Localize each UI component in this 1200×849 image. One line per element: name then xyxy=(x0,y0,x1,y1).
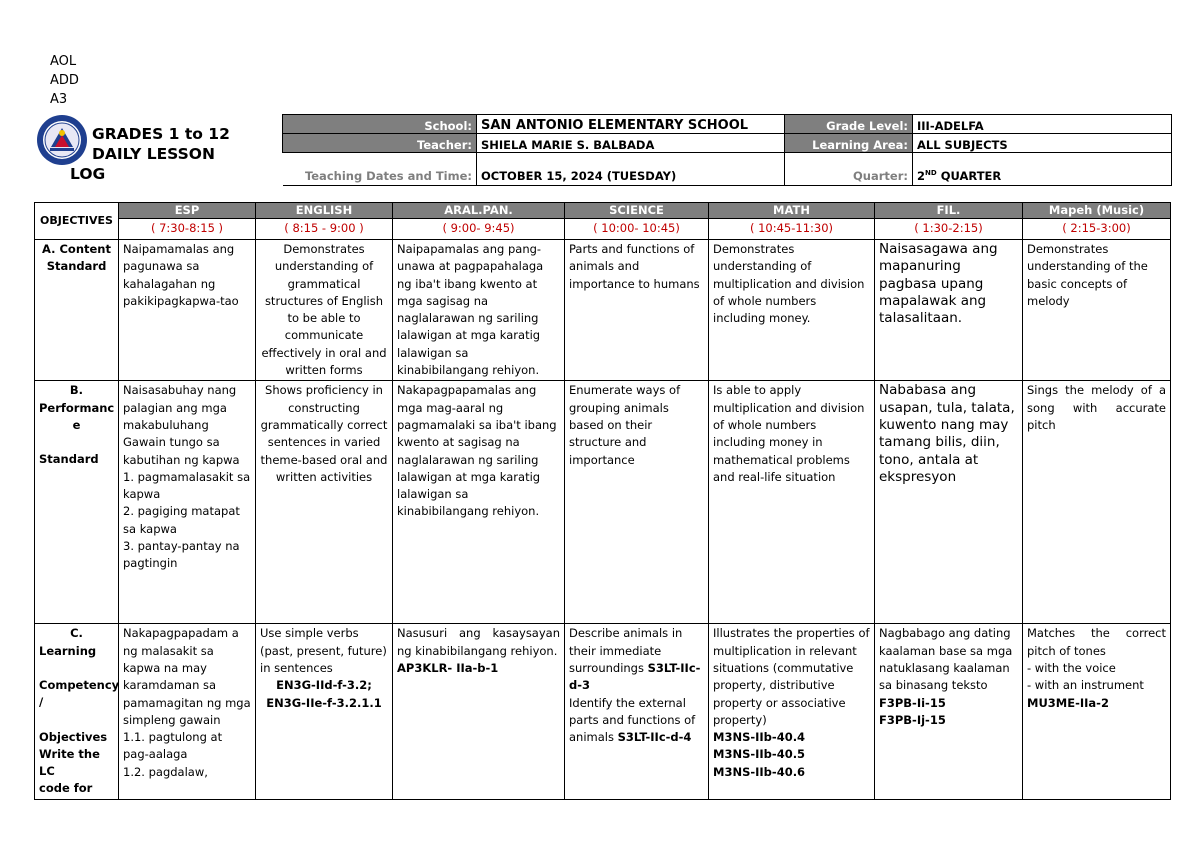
lc-english-text: Use simple verbs (past, present, future) in sentences xyxy=(260,626,387,675)
dates-value: OCTOBER 15, 2024 (TUESDAY) xyxy=(477,153,785,186)
performance-mapeh: Sings the melody of a song with accurate pitch xyxy=(1023,381,1171,624)
grade-value: III-ADELFA xyxy=(913,115,1172,134)
perf-label-4: Standard xyxy=(39,452,99,467)
info-table xyxy=(282,114,1172,186)
lc-aralpan xyxy=(393,624,565,800)
content-fil: Naisasagawa ang mapanuring pagbasa upang mapalawak ang talasalitaan. xyxy=(875,240,1023,381)
area-label: Learning Area: xyxy=(785,134,913,153)
quarter-number: 2 xyxy=(917,169,926,183)
school-value: SAN ANTONIO ELEMENTARY SCHOOL xyxy=(477,115,785,134)
time-math: ( 10:45-11:30) xyxy=(709,219,875,240)
lc-label-3: Competency xyxy=(39,677,120,692)
quarter-suffix: ND xyxy=(925,169,937,178)
quarter-word: QUARTER xyxy=(936,169,1002,183)
lc-english-code2: EN3G-IIe-f-3.2.1.1 xyxy=(266,695,382,710)
teacher-label: Teacher: xyxy=(283,134,477,153)
perf-label-2: Performanc xyxy=(39,400,115,415)
lc-fil-text: Nagbabago ang dating kaalaman base sa mga natuklasang kaalaman sa binasang teksto xyxy=(879,626,1013,693)
lc-math xyxy=(709,624,875,800)
subject-aralpan: ARAL.PAN. xyxy=(393,203,565,219)
time-esp: ( 7:30-8:15 ) xyxy=(119,219,256,240)
lc-science-text2: Identify the external parts and functions of animals xyxy=(569,695,696,745)
performance-esp xyxy=(119,381,256,624)
deped-seal-icon xyxy=(36,114,88,166)
teacher-value: SHIELA MARIE S. BALBADA xyxy=(477,134,785,153)
lc-science xyxy=(565,624,709,800)
lc-mapeh-item1: - with the voice xyxy=(1027,660,1116,675)
quarter-label: Quarter: xyxy=(785,153,913,186)
page-title xyxy=(70,124,230,183)
lesson-table xyxy=(34,202,1171,800)
content-english: Demonstrates understanding of grammatical structures of English to be able to communicate effectively in oral and written forms xyxy=(256,240,393,381)
objectives-header: OBJECTIVES xyxy=(35,203,119,240)
document-header xyxy=(34,114,1170,186)
learning-competency-row xyxy=(35,624,1171,800)
subject-math: MATH xyxy=(709,203,875,219)
subject-english: ENGLISH xyxy=(256,203,393,219)
lc-esp-item2: 1.2. pagdalaw, xyxy=(123,764,208,779)
lc-esp xyxy=(119,624,256,800)
perf-label-1: B. xyxy=(69,383,84,398)
lc-science-text1: Describe animals in their immediate surroundings xyxy=(569,626,683,675)
lc-science-code2: S3LT-IIc-d-4 xyxy=(617,730,692,745)
code-a3: A3 xyxy=(50,92,68,107)
lc-fil-code2: F3PB-Ij-15 xyxy=(879,712,946,727)
dates-label: Teaching Dates and Time: xyxy=(283,153,477,186)
subject-esp: ESP xyxy=(119,203,256,219)
content-science: Parts and functions of animals and importance to humans xyxy=(565,240,709,381)
time-aralpan: ( 9:00- 9:45) xyxy=(393,219,565,240)
lc-label-2: Learning xyxy=(39,643,97,658)
title-line3: LOG xyxy=(70,165,106,183)
lc-label-1: C. xyxy=(70,626,83,641)
content-aralpan: Naipapamalas ang pang-unawa at pagpapahalaga ng iba't ibang kwento at mga sagisag na naglalarawan ng sariling lalawigan at mga karatig lalawigan sa kinabibilangang rehiyon. xyxy=(393,240,565,381)
perf-label-3: e xyxy=(72,417,81,432)
lc-aralpan-code: AP3KLR- IIa-b-1 xyxy=(397,660,499,675)
perf-esp-item2: 2. pagiging matapat sa kapwa xyxy=(123,504,240,536)
perf-esp-item3: 3. pantay-pantay na pagtingin xyxy=(123,539,240,571)
content-standard-label: A. Content Standard xyxy=(35,240,119,381)
lc-fil xyxy=(875,624,1023,800)
lc-english-code1: EN3G-IId-f-3.2; xyxy=(276,678,372,693)
content-esp: Naipamamalas ang pagunawa sa kahalagahan ng pakikipagkapwa-tao xyxy=(119,240,256,381)
time-mapeh: ( 2:15-3:00) xyxy=(1023,219,1171,240)
lc-science-code1: S3LT-IIc-d-3 xyxy=(569,660,701,693)
lc-label-6: Write the LC xyxy=(39,746,100,779)
content-mapeh: Demonstrates understanding of the basic concepts of melody xyxy=(1023,240,1171,381)
performance-math: Is able to apply multiplication and division of whole numbers including money in mathematical problems and real-life situation xyxy=(709,381,875,624)
subjects-row xyxy=(35,203,1171,219)
title-line2: DAILY LESSON xyxy=(92,145,215,163)
lc-label-4: / xyxy=(39,695,44,710)
performance-standard-row xyxy=(35,381,1171,624)
top-codes xyxy=(50,52,79,109)
lc-math-code1: M3NS-IIb-40.4 xyxy=(713,730,806,745)
time-english: ( 8:15 - 9:00 ) xyxy=(256,219,393,240)
code-add: ADD xyxy=(50,73,79,88)
performance-science: Enumerate ways of grouping animals based on their structure and importance xyxy=(565,381,709,624)
lc-math-text: Illustrates the properties of multiplication in relevant situations (commutative property, distributive property or associative property) xyxy=(713,626,870,727)
lc-math-code2: M3NS-IIb-40.5 xyxy=(713,747,806,762)
lc-esp-item1: 1.1. pagtulong at pag-aalaga xyxy=(123,730,223,762)
subject-science: SCIENCE xyxy=(565,203,709,219)
lc-fil-code1: F3PB-Ii-15 xyxy=(879,695,946,710)
subject-fil: FIL. xyxy=(875,203,1023,219)
perf-esp-text: Naisasabuhay nang palagian ang mga makabuluhang Gawain tungo sa kabutihan ng kapwa xyxy=(123,383,240,467)
area-value: ALL SUBJECTS xyxy=(913,134,1172,153)
lc-math-code3: M3NS-IIb-40.6 xyxy=(713,764,806,779)
lc-mapeh xyxy=(1023,624,1171,800)
title-line1: GRADES 1 to 12 xyxy=(92,125,230,143)
time-science: ( 10:00- 10:45) xyxy=(565,219,709,240)
lc-esp-text: Nakapagpapadam a ng malasakit sa kapwa na may karamdaman sa pamamagitan ng mga simpleng gawain xyxy=(123,626,251,727)
lc-label-7: code for xyxy=(39,781,93,796)
perf-esp-item1: 1. pagmamalasakit sa kapwa xyxy=(123,469,251,502)
time-fil: ( 1:30-2:15) xyxy=(875,219,1023,240)
learning-competency-label xyxy=(35,624,119,800)
quarter-value xyxy=(913,153,1172,186)
content-standard-row xyxy=(35,240,1171,381)
code-aol: AOL xyxy=(50,54,77,69)
lc-mapeh-item2: - with an instrument xyxy=(1027,678,1144,693)
lc-aralpan-text: Nasusuri ang kasaysayan ng kinabibilangang rehiyon. xyxy=(397,626,560,658)
performance-english: Shows proficiency in constructing grammatically correct sentences in varied theme-based oral and written activities xyxy=(256,381,393,624)
lc-mapeh-text: Matches the correct pitch of tones xyxy=(1027,626,1166,658)
subject-mapeh: Mapeh (Music) xyxy=(1023,203,1171,219)
performance-fil: Nababasa ang usapan, tula, talata, kuwento nang may tamang bilis, diin, tono, antala at ekspresyon xyxy=(875,381,1023,624)
school-label: School: xyxy=(283,115,477,134)
content-math: Demonstrates understanding of multiplication and division of whole numbers including money. xyxy=(709,240,875,381)
grade-label: Grade Level: xyxy=(785,115,913,134)
lc-label-5: Objectives xyxy=(39,729,108,744)
lc-mapeh-code: MU3ME-IIa-2 xyxy=(1027,695,1109,710)
performance-standard-label xyxy=(35,381,119,624)
lc-english xyxy=(256,624,393,800)
performance-aralpan: Nakapagpapamalas ang mga mag-aaral ng pagmamalaki sa iba't ibang kwento at sagisag na naglalarawan ng sariling lalawigan at mga karatig lalawigan sa kinabibilangang rehiyon. xyxy=(393,381,565,624)
times-row xyxy=(35,219,1171,240)
